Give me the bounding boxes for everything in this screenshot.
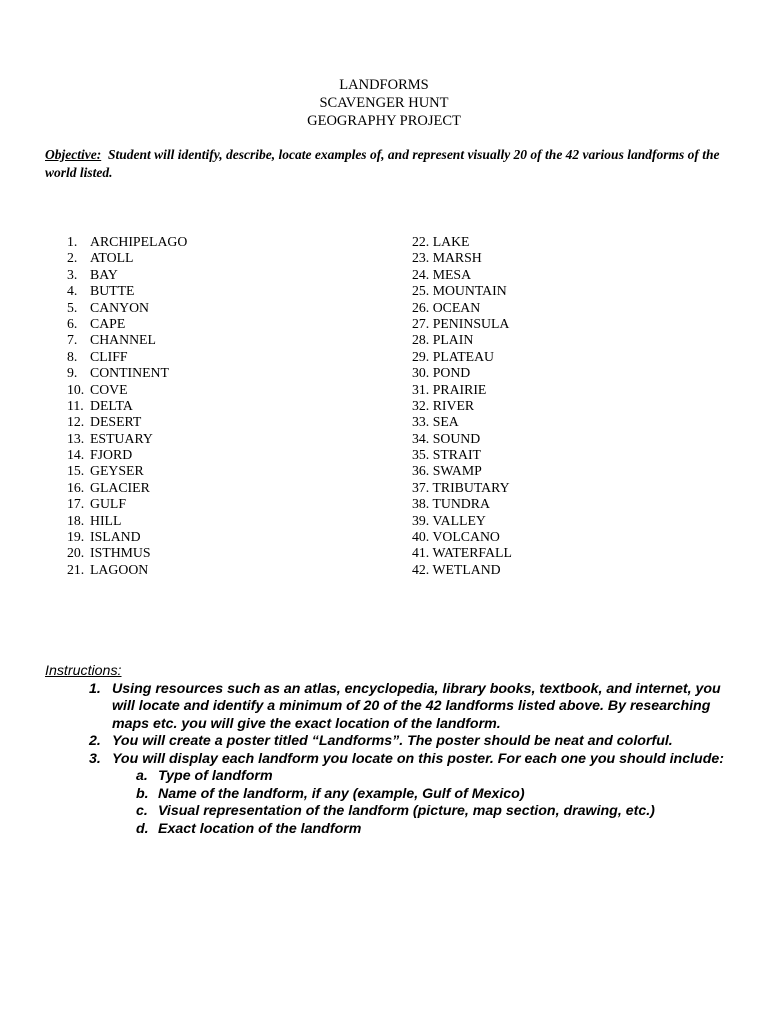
item-number: 11.	[67, 397, 84, 413]
item-number: 15.	[67, 463, 85, 479]
item-name: BUTTE	[90, 283, 135, 299]
item-name: ISLAND	[90, 529, 141, 545]
requirement-text: Visual representation of the landform (picture, map section, drawing, etc.)	[158, 803, 655, 819]
document-title	[0, 76, 768, 130]
item-number: 5.	[67, 299, 78, 315]
item-number: 21.	[67, 561, 85, 577]
item-name: GULF	[90, 496, 127, 512]
list-item: 42. WETLAND	[412, 561, 501, 577]
poster-requirements	[45, 768, 745, 838]
item-name: ESTUARY	[90, 430, 153, 446]
item-number: 10.	[67, 381, 85, 397]
item-name: DESERT	[90, 414, 142, 430]
instruction-step	[45, 751, 745, 769]
item-name: CHANNEL	[90, 332, 156, 348]
list-item: 34. SOUND	[412, 430, 481, 446]
item-name: ARCHIPELAGO	[90, 234, 188, 249]
instructions-section	[45, 663, 745, 838]
requirement-text: Exact location of the landform	[158, 820, 362, 837]
objective-label: Objective:	[45, 147, 102, 162]
list-item: 37. TRIBUTARY	[412, 479, 510, 495]
item-name: CONTINENT	[90, 365, 169, 381]
item-name: BAY	[90, 266, 118, 282]
list-item: 28. PLAIN	[412, 332, 474, 348]
list-item: 27. PENINSULA	[412, 315, 510, 331]
list-item: 32. RIVER	[412, 397, 475, 413]
requirement-letter: d.	[136, 820, 149, 837]
item-number: 20.	[67, 545, 85, 561]
item-number: 6.	[67, 315, 78, 331]
title-line-3: GEOGRAPHY PROJECT	[307, 113, 461, 129]
item-name: CAPE	[90, 315, 126, 331]
list-item	[67, 365, 187, 381]
list-item	[67, 283, 187, 299]
item-number: 14.	[67, 447, 85, 463]
list-item	[67, 414, 187, 430]
list-item	[67, 480, 187, 496]
title-line-2: SCAVENGER HUNT	[319, 95, 449, 111]
step-text: Using resources such as an atlas, encyclopedia, library books, textbook, and internet, you will locate and identify a minimum of 20 of the 42 landforms listed above. By researching maps etc. you will give the exact location of the landform.	[112, 680, 721, 732]
instruction-steps	[45, 681, 745, 769]
item-number: 17.	[67, 496, 85, 512]
list-item: 38. TUNDRA	[412, 496, 490, 512]
list-item: 23. MARSH	[412, 250, 482, 266]
objective-paragraph	[45, 146, 735, 182]
requirement-item	[45, 768, 745, 786]
list-item	[67, 545, 187, 561]
list-item: 26. OCEAN	[412, 299, 481, 315]
list-item	[67, 250, 187, 266]
title-line-1: LANDFORMS	[339, 77, 429, 93]
list-item	[67, 349, 187, 365]
requirement-text: Name of the landform, if any (example, Gulf of Mexico)	[158, 785, 525, 802]
requirement-text: Type of landform	[158, 768, 273, 784]
requirement-item	[45, 821, 745, 839]
requirement-letter: a.	[136, 768, 148, 784]
instruction-step	[45, 681, 745, 734]
list-item: 39. VALLEY	[412, 512, 486, 528]
instructions-label: Instructions:	[45, 663, 122, 679]
item-name: GLACIER	[90, 479, 150, 495]
item-name: DELTA	[90, 397, 133, 413]
list-item	[67, 447, 187, 463]
step-number: 2.	[89, 733, 101, 749]
item-number: 13.	[67, 430, 85, 446]
landform-list-left	[67, 234, 187, 578]
item-number: 4.	[67, 283, 78, 299]
item-number: 1.	[67, 234, 78, 249]
list-item: 41. WATERFALL	[412, 545, 512, 561]
list-item	[67, 431, 187, 447]
list-item	[67, 332, 187, 348]
list-item: 30. POND	[412, 365, 471, 381]
list-item: 31. PRAIRIE	[412, 381, 487, 397]
requirement-item	[45, 803, 745, 821]
requirement-item	[45, 786, 745, 804]
item-name: ISTHMUS	[90, 545, 151, 561]
item-name: CLIFF	[90, 348, 128, 364]
list-item: 24. MESA	[412, 266, 472, 282]
item-name: ATOLL	[90, 250, 134, 266]
item-name: GEYSER	[90, 463, 144, 479]
requirement-letter: b.	[136, 785, 149, 802]
step-text: You will display each landform you locate on this poster. For each one you should include:	[112, 750, 724, 767]
item-number: 19.	[67, 529, 85, 545]
list-item: 33. SEA	[412, 414, 459, 430]
list-item: 36. SWAMP	[412, 463, 482, 479]
instruction-step	[45, 733, 745, 751]
list-item	[67, 496, 187, 512]
objective-text: Student will identify, describe, locate examples of, and represent visually 20 of the 42 various landforms of the world listed.	[45, 147, 720, 180]
item-name: COVE	[90, 381, 128, 397]
list-item: 29. PLATEAU	[412, 348, 495, 364]
list-item	[67, 562, 187, 578]
landform-list-right	[412, 234, 512, 578]
item-number: 2.	[67, 250, 78, 266]
step-text: You will create a poster titled “Landforms”. The poster should be neat and colorful.	[112, 733, 673, 749]
list-item	[67, 316, 187, 332]
item-number: 9.	[67, 365, 78, 381]
requirement-letter: c.	[136, 803, 148, 819]
list-item: 25. MOUNTAIN	[412, 283, 507, 299]
list-item: 22. LAKE	[412, 234, 470, 249]
list-item	[67, 382, 187, 398]
item-number: 3.	[67, 266, 78, 282]
list-item	[67, 513, 187, 529]
item-name: LAGOON	[90, 561, 149, 577]
item-number: 12.	[67, 414, 85, 430]
list-item: 35. STRAIT	[412, 447, 481, 463]
item-name: HILL	[90, 512, 122, 528]
list-item	[67, 300, 187, 316]
item-number: 18.	[67, 512, 85, 528]
list-item: 40. VOLCANO	[412, 529, 500, 545]
list-item	[67, 398, 187, 414]
step-number: 1.	[89, 680, 101, 697]
list-item	[67, 463, 187, 479]
list-item	[67, 267, 187, 283]
item-number: 7.	[67, 332, 78, 348]
item-number: 16.	[67, 479, 85, 495]
list-item	[67, 529, 187, 545]
item-number: 8.	[67, 348, 78, 364]
item-name: CANYON	[90, 299, 150, 315]
list-item	[67, 234, 187, 250]
item-name: FJORD	[90, 447, 133, 463]
step-number: 3.	[89, 750, 101, 767]
